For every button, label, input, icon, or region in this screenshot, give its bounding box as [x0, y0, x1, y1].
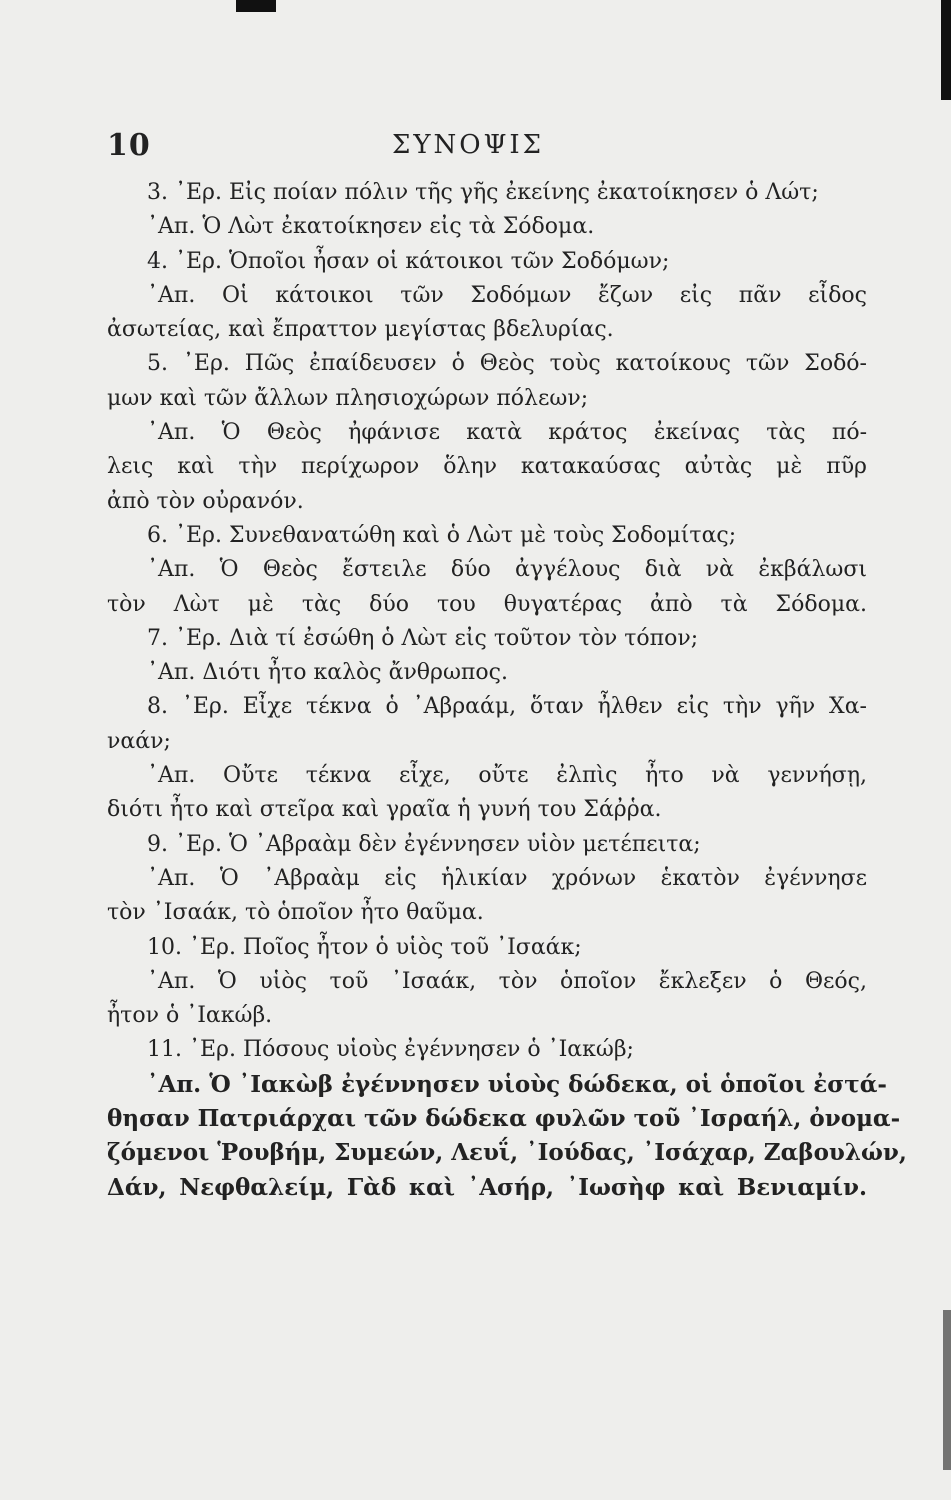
running-title: ΣΥΝΟΨΙΣ — [392, 130, 545, 160]
answer-11-cont-3: Δάν, Νεφθαλείμ, Γὰδ καὶ ᾿Ασήρ, ᾿Ιωσὴφ καὶ Βενιαμίν. — [107, 1173, 867, 1201]
answer-4: ᾿Απ. Οἱ κάτοικοι τῶν Σοδόμων ἔζων εἰς πᾶν εἶδος — [147, 282, 867, 308]
answer-10: ᾿Απ. Ὁ υἱὸς τοῦ ᾿Ισαάκ, τὸν ὁποῖον ἔκλεξεν ὁ Θεός, — [147, 968, 867, 994]
answer-9-cont: τὸν ᾿Ισαάκ, τὸ ὁποῖον ἦτο θαῦμα. — [107, 900, 484, 926]
question-9: 9. ᾿Ερ. Ὁ ᾿Αβραὰμ δὲν ἐγέννησεν υἱὸν μετέπειτα; — [147, 831, 701, 857]
answer-8-cont: διότι ἦτο καὶ στεῖρα καὶ γραῖα ἡ γυνή του Σάῤῥα. — [107, 797, 662, 823]
page-number: 10 — [107, 128, 151, 163]
question-11: 11. ᾿Ερ. Πόσους υἱοὺς ἐγέννησεν ὁ ᾿Ιακώβ; — [147, 1037, 634, 1063]
answer-3: ᾿Απ. Ὁ Λὼτ ἐκατοίκησεν εἰς τὰ Σόδομα. — [147, 214, 595, 240]
question-5: 5. ᾿Ερ. Πῶς ἐπαίδευσεν ὁ Θεὸς τοὺς κατοίκους τῶν Σοδό- — [147, 351, 867, 377]
question-6: 6. ᾿Ερ. Συνεθανατώθη καὶ ὁ Λὼτ μὲ τοὺς Σοδομίτας; — [147, 522, 737, 548]
answer-11-cont-2: ζόμενοι Ῥουβήμ, Συμεών, Λευΐ, ᾿Ιούδας, ᾿Ισάχαρ, Ζαβουλών, — [107, 1139, 907, 1167]
answer-5: ᾿Απ. Ὁ Θεὸς ἠφάνισε κατὰ κράτος ἐκείνας τὰς πό- — [147, 420, 867, 446]
question-3: 3. ᾿Ερ. Εἰς ποίαν πόλιν τῆς γῆς ἐκείνης ἐκατοίκησεν ὁ Λώτ; — [147, 180, 819, 205]
answer-5-cont-2: ἀπὸ τὸν οὐρανόν. — [107, 488, 304, 514]
question-5-cont: μων καὶ τῶν ἄλλων πλησιοχώρων πόλεων; — [107, 385, 589, 411]
page-edge-shadow — [943, 1310, 951, 1470]
answer-6-cont: τὸν Λὼτ μὲ τὰς δύο του θυγατέρας ἀπὸ τὰ Σόδομα. — [107, 591, 867, 617]
answer-6: ᾿Απ. Ὁ Θεὸς ἔστειλε δύο ἀγγέλους διὰ νὰ ἐκβάλωσι — [147, 557, 867, 583]
question-4: 4. ᾿Ερ. Ὁποῖοι ἦσαν οἱ κάτοικοι τῶν Σοδόμων; — [147, 248, 670, 274]
page-header — [107, 128, 867, 168]
catechism-text — [107, 176, 907, 1205]
answer-9: ᾿Απ. Ὁ ᾿Αβραὰμ εἰς ἡλικίαν χρόνων ἑκατὸν ἐγέννησε — [147, 865, 867, 891]
answer-5-cont-1: λεις καὶ τὴν περίχωρον ὅλην κατακαύσας αὐτὰς μὲ πῦρ — [107, 454, 867, 480]
answer-7: ᾿Απ. Διότι ἦτο καλὸς ἄνθρωπος. — [147, 660, 508, 686]
question-8: 8. ᾿Ερ. Εἶχε τέκνα ὁ ᾿Αβραάμ, ὅταν ἦλθεν εἰς τὴν γῆν Χα- — [147, 694, 867, 720]
answer-11: ᾿Απ. Ὁ ᾿Ιακὼβ ἐγέννησεν υἱοὺς δώδεκα, οἱ ὁποῖοι ἐστά- — [147, 1070, 887, 1098]
answer-4-cont: ἀσωτείας, καὶ ἔπραττον μεγίστας βδελυρίας. — [107, 317, 614, 343]
torn-edge-top — [236, 0, 276, 12]
question-7: 7. ᾿Ερ. Διὰ τί ἐσώθη ὁ Λὼτ εἰς τοῦτον τὸν τόπον; — [147, 625, 699, 651]
answer-8: ᾿Απ. Οὔτε τέκνα εἶχε, οὔτε ἐλπὶς ἦτο νὰ γεννήσῃ, — [147, 763, 867, 789]
question-8-cont: ναάν; — [107, 728, 171, 754]
torn-edge-right — [941, 0, 951, 100]
answer-10-cont: ἦτον ὁ ᾿Ιακώβ. — [107, 1003, 273, 1029]
question-10: 10. ᾿Ερ. Ποῖος ἦτον ὁ υἱὸς τοῦ ᾿Ισαάκ; — [147, 934, 582, 960]
answer-11-cont-1: θησαν Πατριάρχαι τῶν δώδεκα φυλῶν τοῦ ᾿Ισραήλ, ὀνομα- — [107, 1105, 901, 1133]
